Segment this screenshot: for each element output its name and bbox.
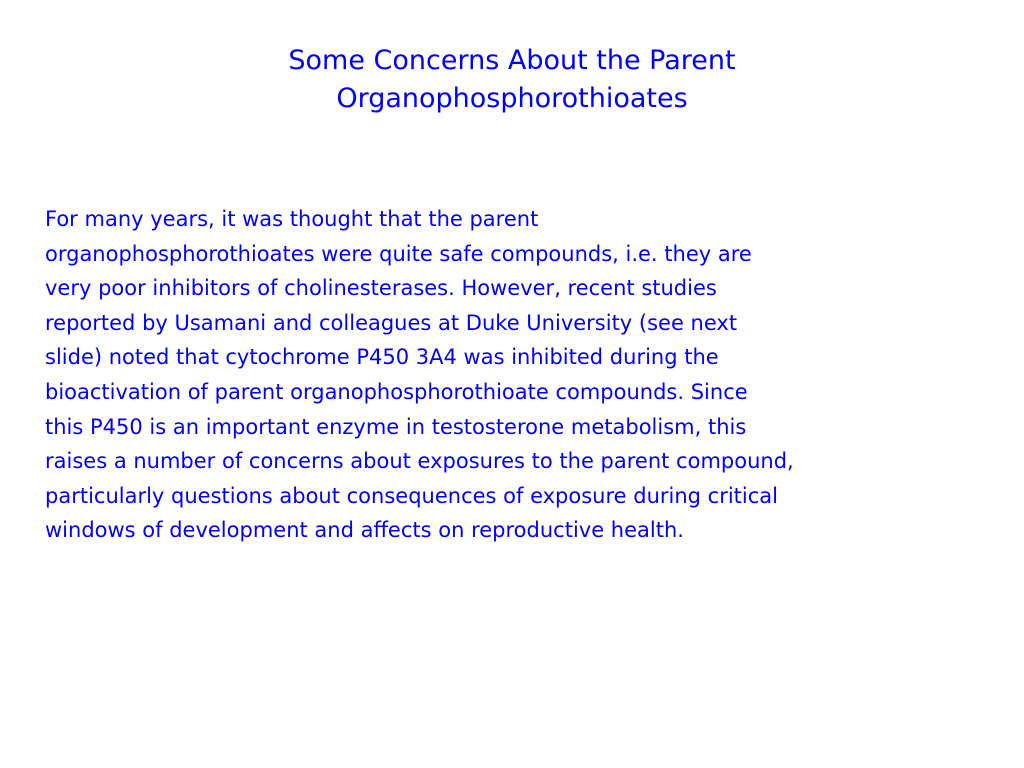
body-line: For many years, it was thought that the parent [45,207,539,231]
body-line: particularly questions about consequences of exposure during critical [45,483,779,508]
slide-title-line: Organophosphorothioates [336,83,688,114]
body-line: very poor inhibitors of cholinesterases. However, recent studies [45,276,717,301]
body-line: reported by Usamani and colleagues at Duke University (see next [45,310,738,335]
slide-title [0,42,1024,118]
body-line: organophosphorothioates were quite safe compounds, i.e. they are [45,241,752,266]
body-line: windows of development and affects on reproductive health. [45,518,684,543]
body-line: raises a number of concerns about exposures to the parent compound, [45,449,794,474]
slide-body-paragraph [45,202,985,548]
body-line: this P450 is an important enzyme in testosterone metabolism, this [45,414,747,439]
body-line: bioactivation of parent organophosphorothioate compounds. Since [45,379,748,404]
body-line: slide) noted that cytochrome P450 3A4 was inhibited during the [45,345,719,370]
slide-title-line: Some Concerns About the Parent [288,45,736,76]
